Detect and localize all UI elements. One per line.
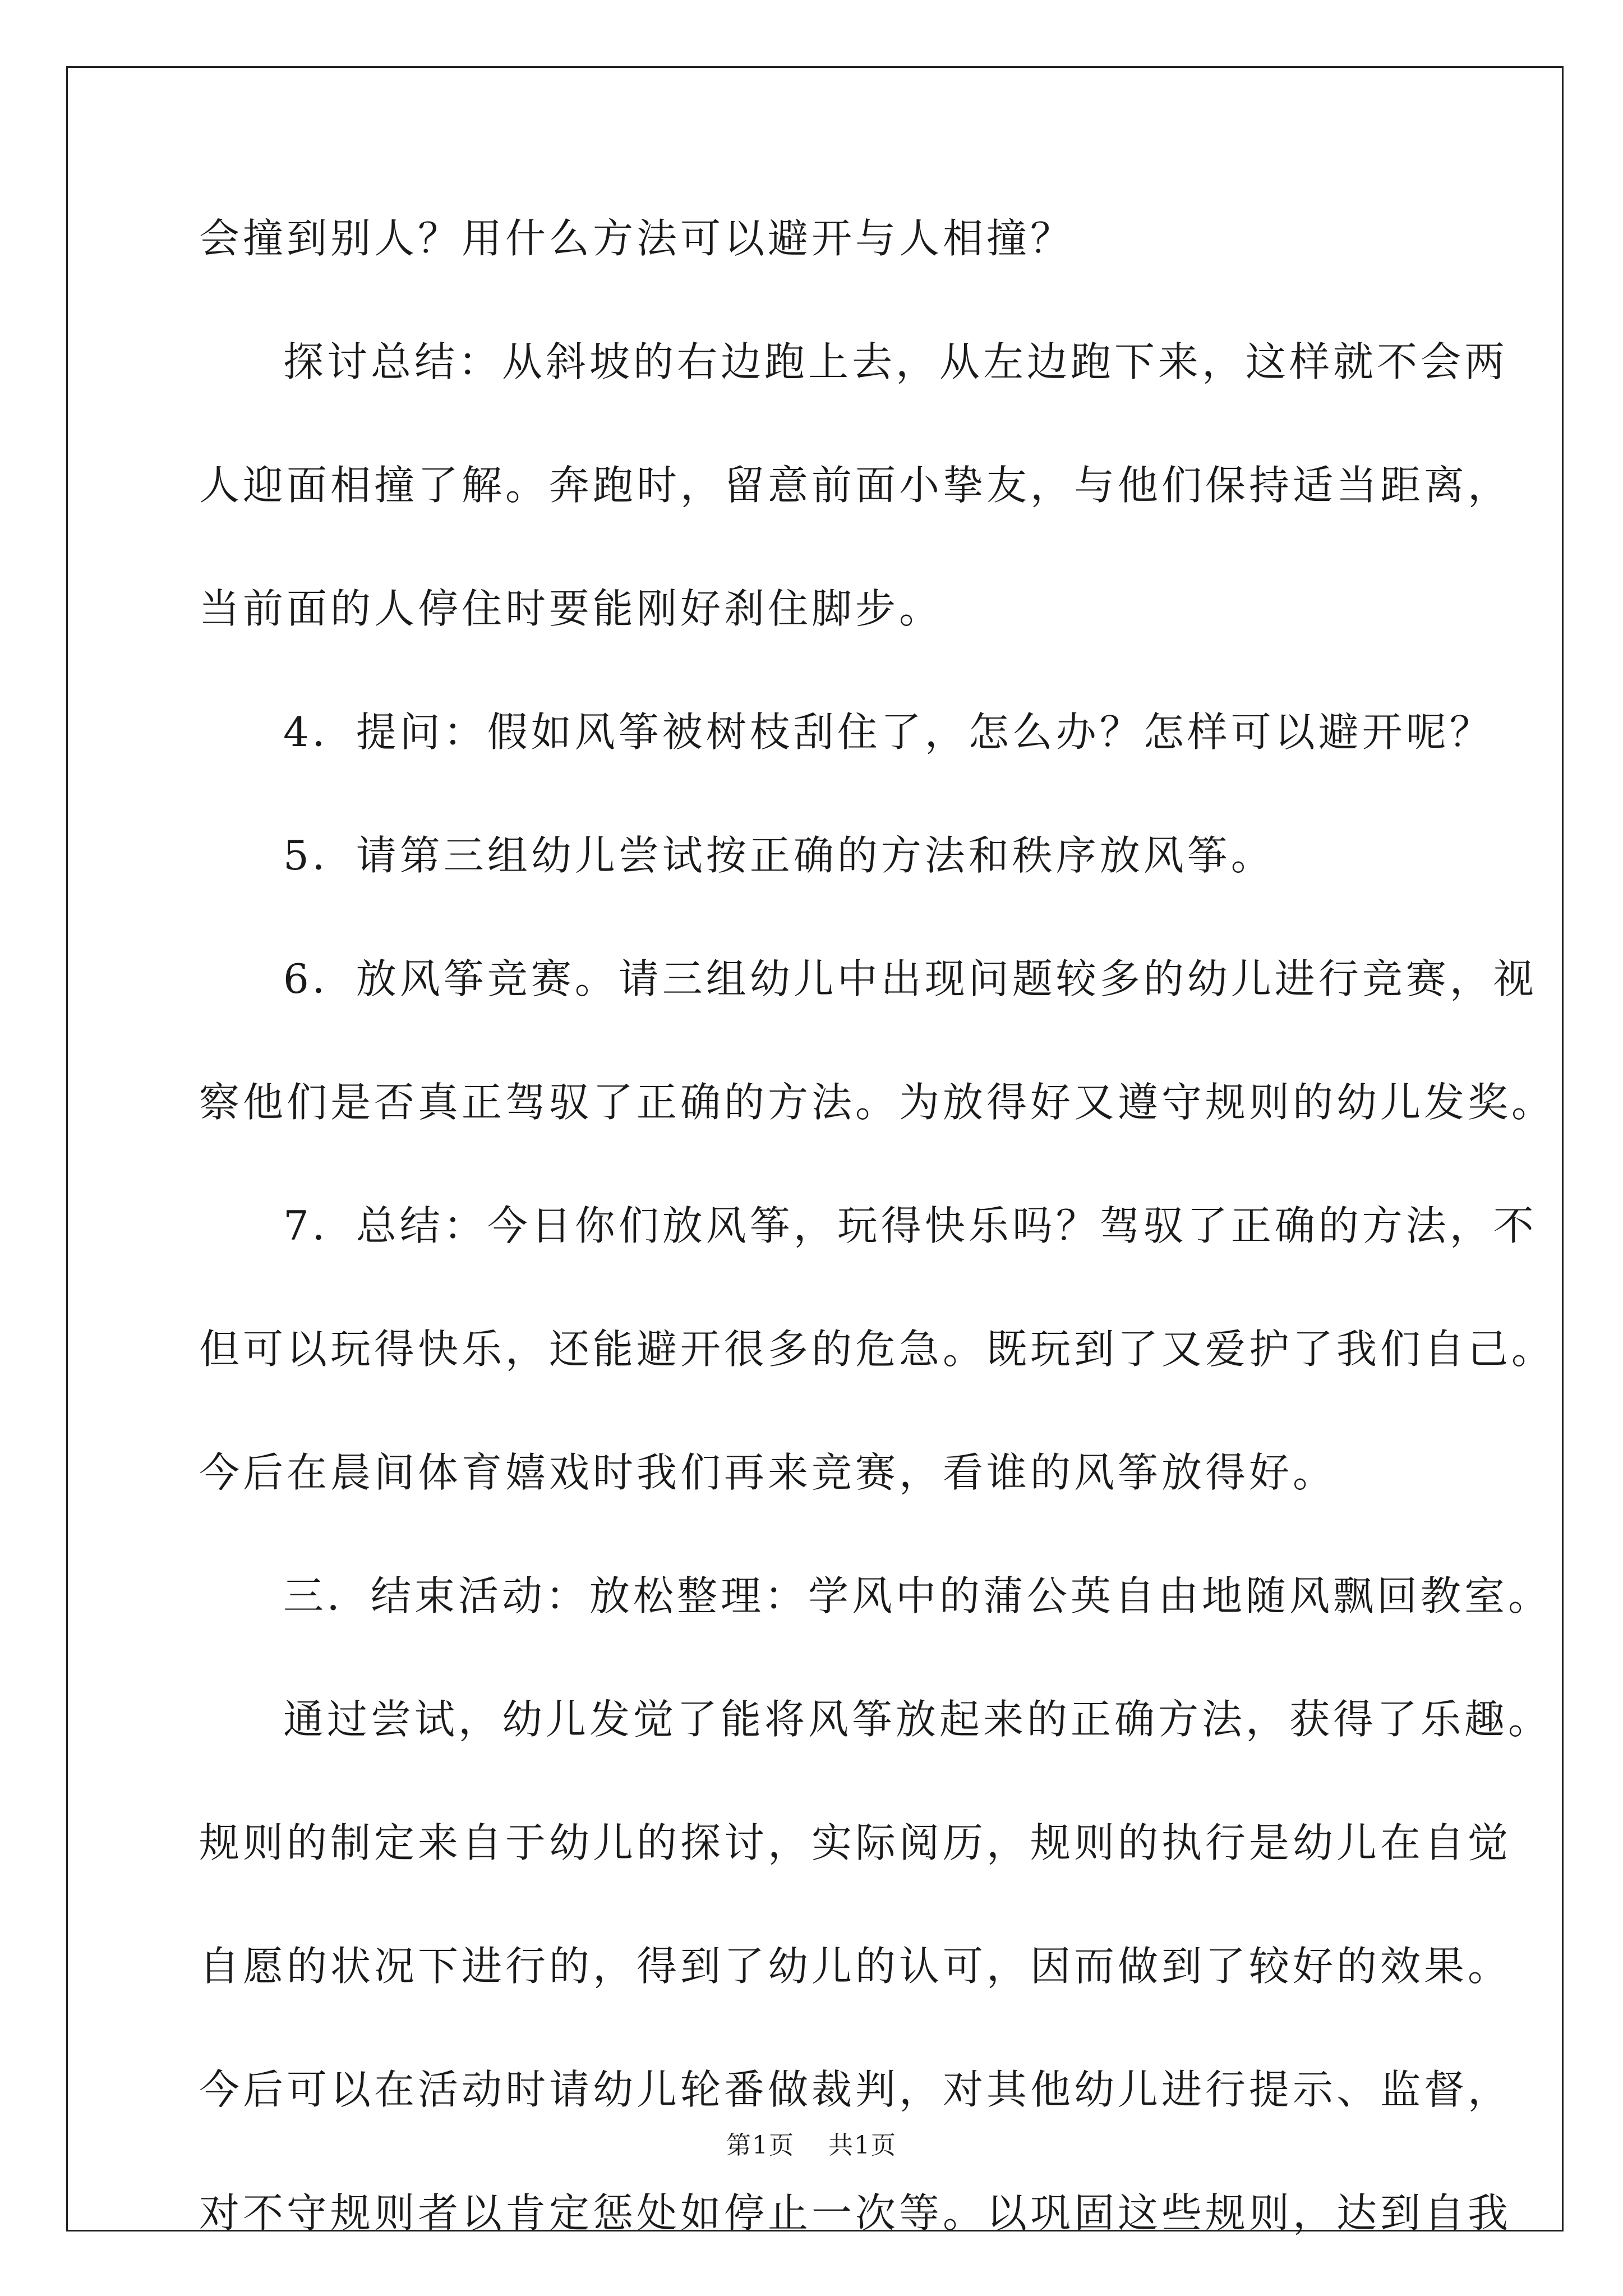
text-line-13: 通过尝试，幼儿发觉了能将风筝放起来的正确方法，获得了乐趣。 [283, 1696, 1552, 1743]
text-line-17: 对不守规则者以肯定惩处如停止一次等。以巩固这些规则，达到自我 [199, 2189, 1512, 2237]
text-line-6: 5．请第三组幼儿尝试按正确的方法和秩序放风筝。 [283, 832, 1275, 879]
text-line-2: 探讨总结：从斜坡的右边跑上去，从左边跑下来，这样就不会两 [283, 338, 1509, 385]
text-line-15: 自愿的状况下进行的，得到了幼儿的认可，因而做到了较好的效果。 [199, 1943, 1512, 1990]
text-line-11: 今后在晨间体育嬉戏时我们再来竞赛，看谁的风筝放得好。 [199, 1449, 1337, 1496]
page-total: 共1页 [828, 2131, 897, 2160]
text-line-10: 但可以玩得快乐，还能避开很多的危急。既玩到了又爱护了我们自己。 [199, 1326, 1556, 1373]
text-line-8: 察他们是否真正驾驭了正确的方法。为放得好又遵守规则的幼儿发奖。 [199, 1079, 1556, 1126]
text-line-12: 三．结束活动：放松整理：学风中的蒲公英自由地随风飘回教室。 [283, 1572, 1552, 1619]
text-line-16: 今后可以在活动时请幼儿轮番做裁判，对其他幼儿进行提示、监督， [199, 2066, 1512, 2113]
text-line-3: 人迎面相撞了解。奔跑时，留意前面小挚友，与他们保持适当距离， [199, 462, 1512, 509]
text-line-9: 7．总结：今日你们放风筝，玩得快乐吗？驾驭了正确的方法，不 [283, 1202, 1537, 1249]
text-line-5: 4．提问：假如风筝被树枝刮住了，怎么办？怎样可以避开呢？ [283, 708, 1493, 756]
text-line-1: 会撞到别人？用什么方法可以避开与人相撞？ [199, 215, 1075, 262]
text-line-7: 6．放风筝竞赛。请三组幼儿中出现问题较多的幼儿进行竞赛，视 [283, 955, 1537, 1002]
page-footer [0, 2129, 1623, 2162]
text-line-14: 规则的制定来自于幼儿的探讨，实际阅历，规则的执行是幼儿在自觉 [199, 1819, 1512, 1866]
page-border [66, 66, 1564, 2231]
page-number: 第1页 [726, 2131, 795, 2160]
text-line-4: 当前面的人停住时要能刚好刹住脚步。 [199, 585, 943, 632]
